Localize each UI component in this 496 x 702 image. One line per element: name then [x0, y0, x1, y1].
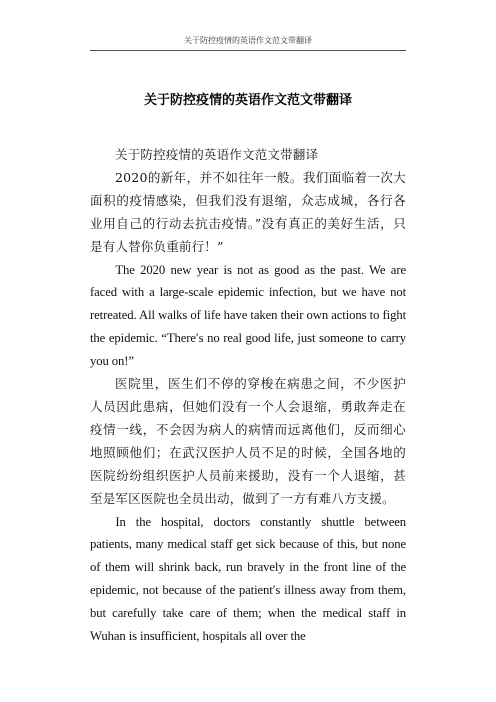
- paragraph-subtitle: 关于防控疫情的英语作文范文带翻译: [115, 147, 319, 162]
- paragraph-intro-chinese: 2020的新年，并不如往年一般。我们面临着一次大面积的疫情感染，但我们没有退缩，众志成城，各行各业用自己的行动去抗击疫情。”没有真正的美好生活，只是有人替你负重前行！”: [90, 169, 406, 254]
- document-title: 关于防控疫情的英语作文范文带翻译: [143, 93, 352, 108]
- header-divider: [90, 50, 406, 51]
- paragraph-intro-english: The 2020 new year is not as good as the past. We are faced with a large-scale epidemic infection, but we have not retreated. All walks of life have taken their own actions to fight the epidemic. “There′s no real good life, just someone to carry you on!”: [90, 262, 406, 369]
- paragraph-hospital-english: In the hospital, doctors constantly shuttle between patients, many medical staff get sick because of this, but none of them will shrink back, run bravely in the front line of the epidemic, not because of the patient′s illness away from them, but carefully take care of them; when the medical staff in Wuhan is insufficient, hospitals all over the: [90, 514, 406, 644]
- document-body: [90, 144, 406, 648]
- running-header: 关于防控疫情的英语作文范文带翻译: [184, 36, 312, 45]
- paragraph-hospital-chinese: 医院里，医生们不停的穿梭在病患之间，不少医护人员因此患病，但她们没有一个人会退缩，勇敢奔走在疫情一线，不会因为病人的病情而远离他们，反而细心地照顾他们；在武汉医护人员不足的时候，全国各地的医院纷纷组织医护人员前来援助，没有一个人退缩，甚至是军区医院也全员出动，做到了一方有难八方支援。: [90, 376, 406, 506]
